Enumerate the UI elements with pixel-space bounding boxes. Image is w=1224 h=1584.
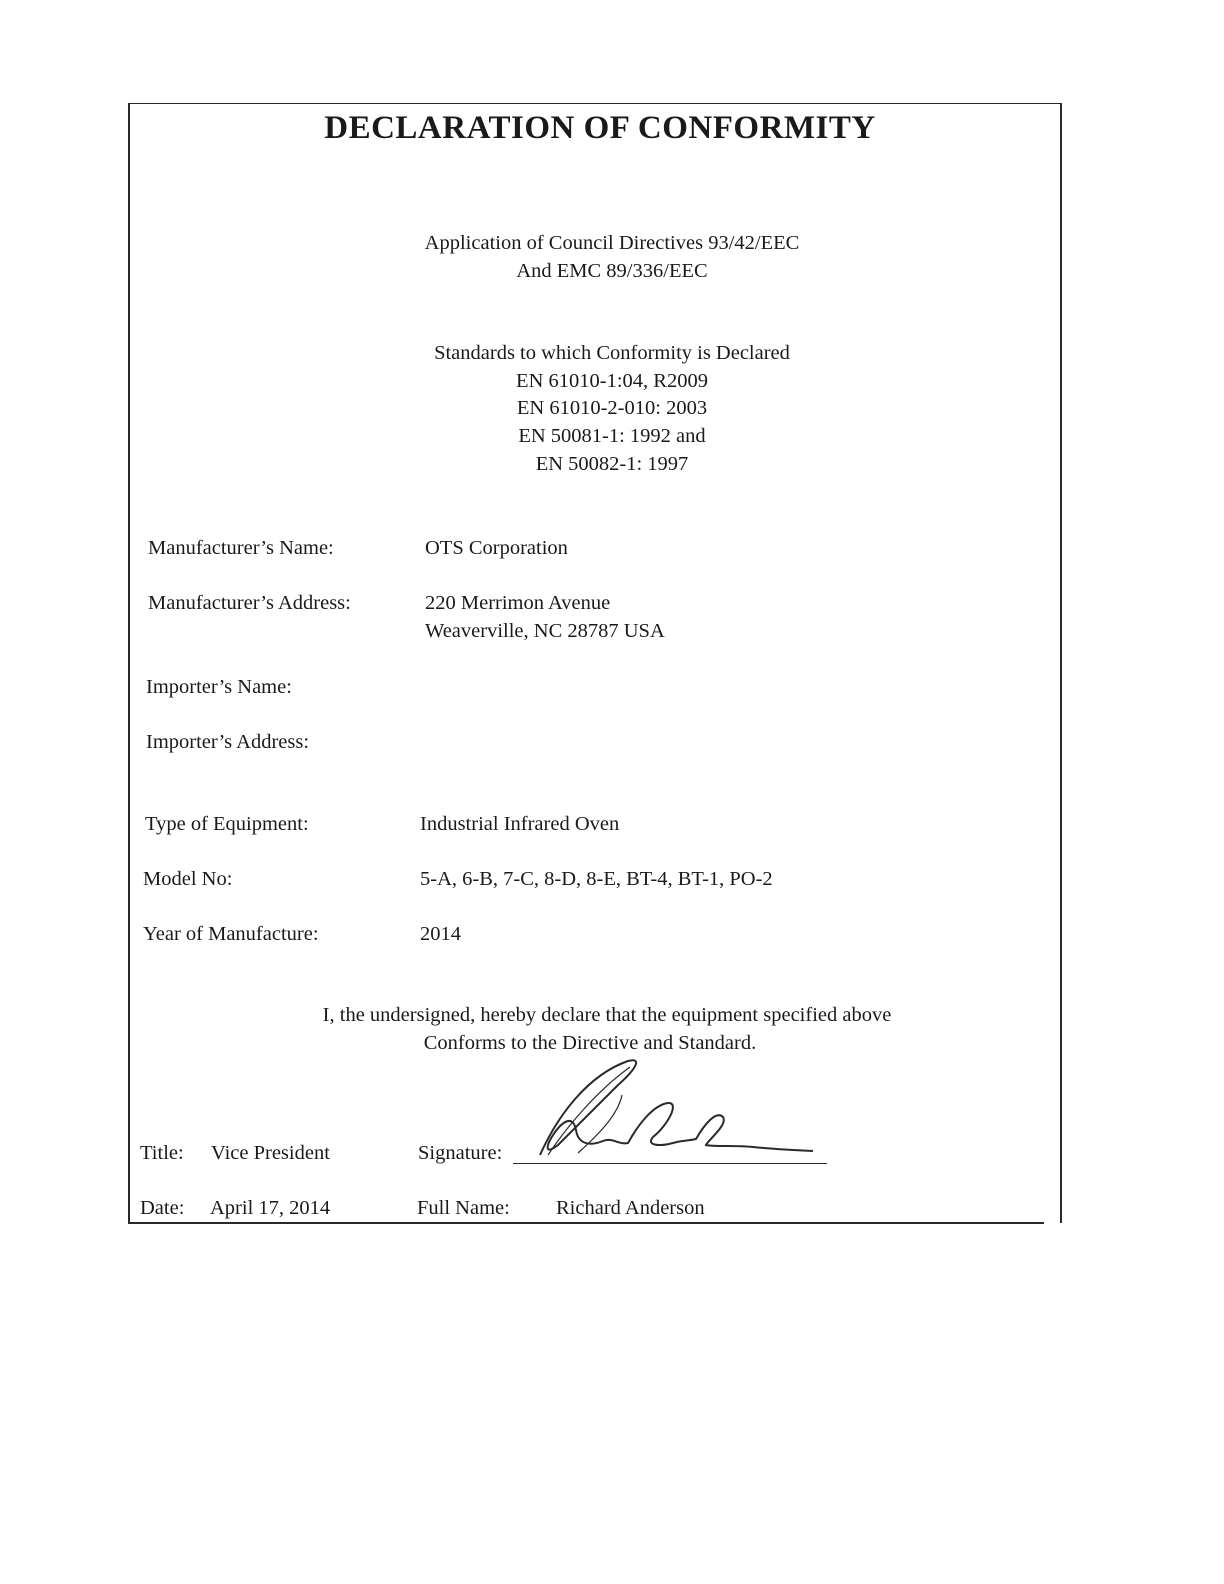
standard-item-1: EN 61010-1:04, R2009 xyxy=(516,370,708,392)
manufacturer-address-line-2: Weaverville, NC 28787 USA xyxy=(425,620,665,642)
standard-item-4: EN 50082-1: 1997 xyxy=(535,453,689,475)
standards-heading: Standards to which Conformity is Declared xyxy=(434,342,790,364)
document-title: DECLARATION OF CONFORMITY xyxy=(324,110,876,146)
importer-address-label: Importer’s Address: xyxy=(146,731,310,753)
standard-item-3: EN 50081-1: 1992 and xyxy=(518,425,706,447)
fullname-value: Richard Anderson xyxy=(556,1197,705,1219)
year-label: Year of Manufacture: xyxy=(143,923,319,945)
title-value: Vice President xyxy=(211,1142,330,1164)
date-label: Date: xyxy=(140,1197,185,1219)
importer-name-label: Importer’s Name: xyxy=(146,676,292,698)
year-value: 2014 xyxy=(420,923,461,945)
declaration-line-1: I, the undersigned, hereby declare that the equipment specified above xyxy=(322,1004,892,1026)
directives-line-1: Application of Council Directives 93/42/EEC xyxy=(424,232,800,254)
equipment-type-label: Type of Equipment: xyxy=(145,813,309,835)
signature-image xyxy=(518,1055,818,1165)
manufacturer-address-line-1: 220 Merrimon Avenue xyxy=(425,592,611,614)
model-value: 5-A, 6-B, 7-C, 8-D, 8-E, BT-4, BT-1, PO-2 xyxy=(420,868,773,890)
manufacturer-name-value: OTS Corporation xyxy=(425,537,568,559)
equipment-type-value: Industrial Infrared Oven xyxy=(420,813,620,835)
directives-line-2: And EMC 89/336/EEC xyxy=(516,260,708,282)
declaration-line-2: Conforms to the Directive and Standard. xyxy=(423,1032,757,1054)
title-label: Title: xyxy=(140,1142,184,1164)
manufacturer-address-label: Manufacturer’s Address: xyxy=(148,592,351,614)
signature-label: Signature: xyxy=(418,1142,503,1164)
manufacturer-name-label: Manufacturer’s Name: xyxy=(148,537,334,559)
standard-item-2: EN 61010-2-010: 2003 xyxy=(516,397,708,419)
bottom-rule xyxy=(128,1222,1044,1224)
date-value: April 17, 2014 xyxy=(210,1197,331,1219)
model-label: Model No: xyxy=(143,868,233,890)
fullname-label: Full Name: xyxy=(417,1197,510,1219)
